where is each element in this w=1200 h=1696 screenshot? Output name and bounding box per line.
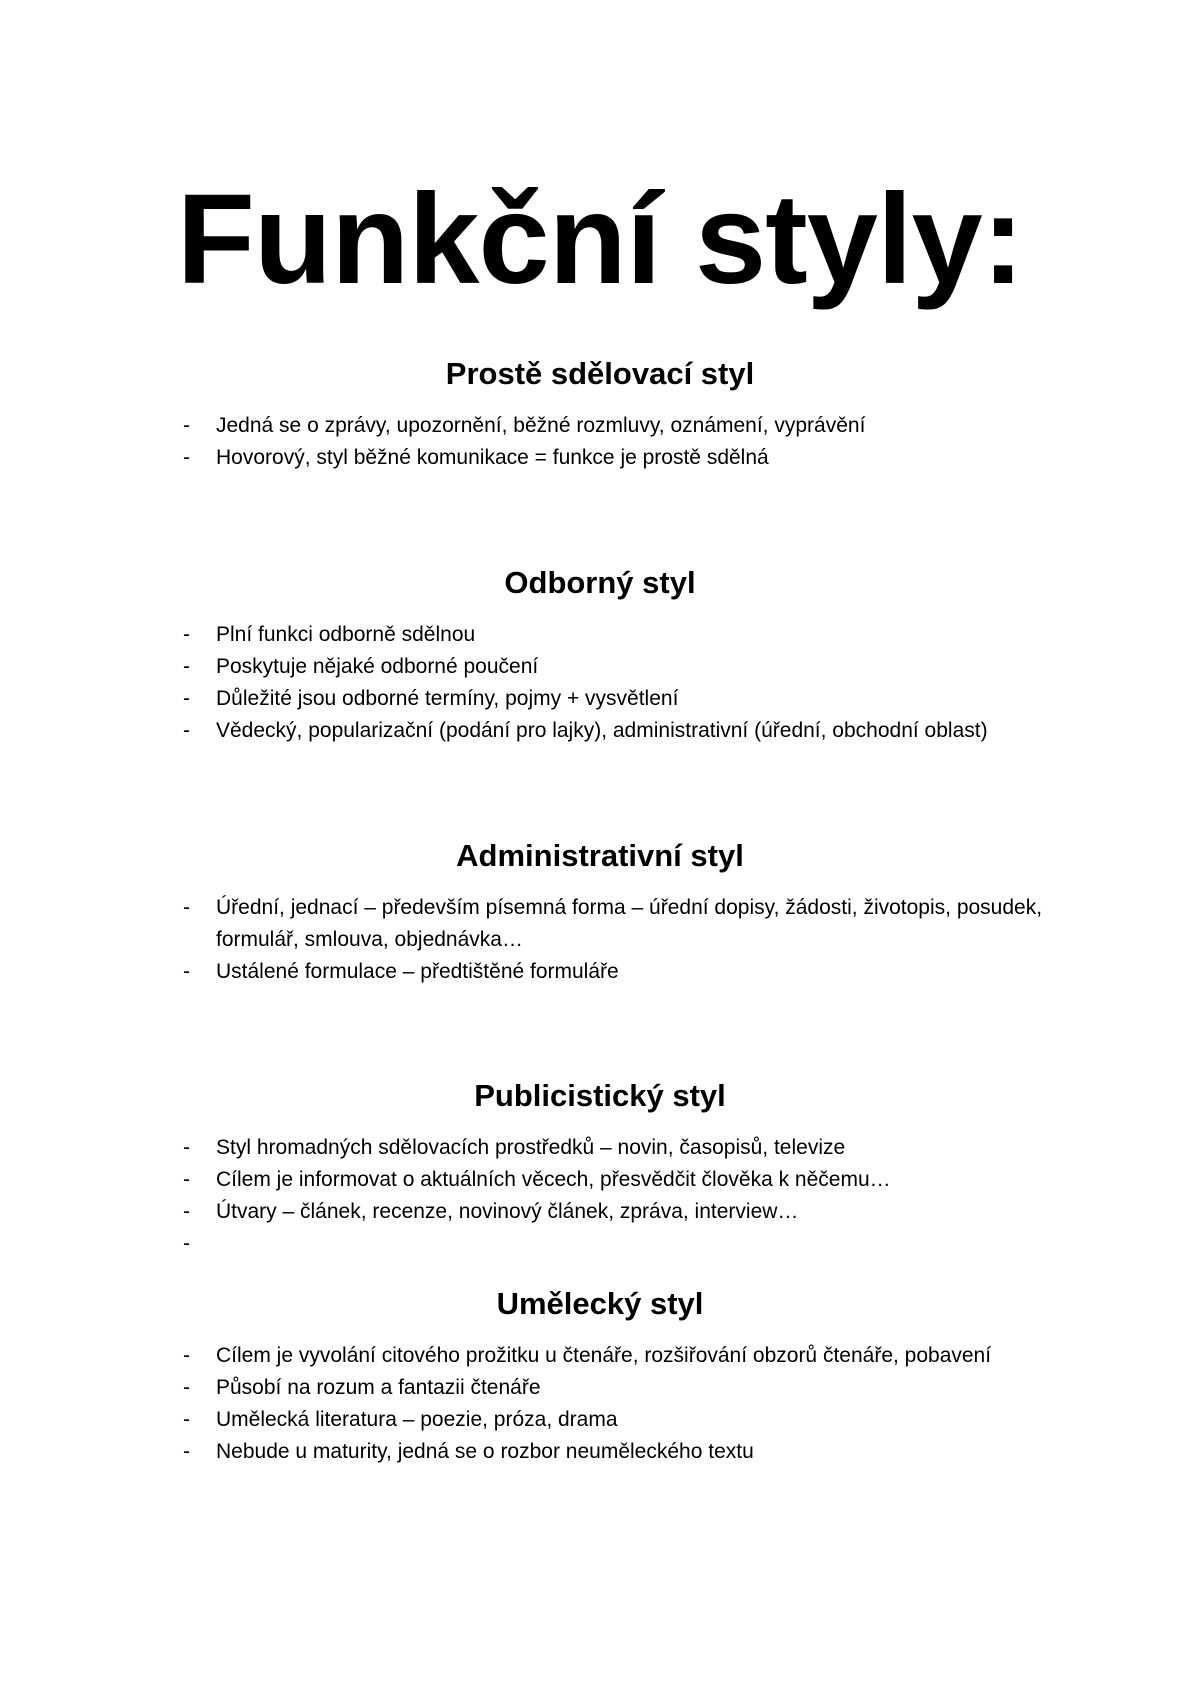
bullet-list <box>0 892 1200 988</box>
bullet-dash: - <box>183 1344 190 1367</box>
list-item: - Útvary – článek, recenze, novinový článek, zpráva, interview… <box>0 1196 1200 1228</box>
list-item: - Vědecký, popularizační (podání pro lajky), administrativní (úřední, obchodní oblast) <box>0 715 1200 747</box>
bullet-dash: - <box>183 414 190 437</box>
bullet-list <box>0 1132 1200 1260</box>
section-heading: Administrativní styl <box>456 838 744 873</box>
bullet-dash: - <box>183 1408 190 1431</box>
bullet-dash: - <box>183 1200 190 1223</box>
bullet-dash: - <box>183 960 190 983</box>
bullet-dash: - <box>183 1376 190 1399</box>
list-item: - Ustálené formulace – předtištěné formuláře <box>0 956 1200 988</box>
bullet-dash: - <box>183 1232 190 1255</box>
list-item: - Plní funkci odborně sdělnou <box>0 619 1200 651</box>
document-title: Funkční styly: <box>176 168 1024 311</box>
section-administrativni <box>0 836 1200 988</box>
section-heading: Odborný styl <box>504 565 696 600</box>
section-proste-sdelovaci <box>0 354 1200 474</box>
list-item: - Poskytuje nějaké odborné poučení <box>0 651 1200 683</box>
bullet-list <box>0 619 1200 747</box>
list-item <box>0 1228 1200 1260</box>
list-item: - Cílem je informovat o aktuálních věcech, přesvědčit člověka k něčemu… <box>0 1164 1200 1196</box>
bullet-dash: - <box>183 1168 190 1191</box>
bullet-dash: - <box>183 446 190 469</box>
list-item: - Cílem je vyvolání citového prožitku u čtenáře, rozšiřování obzorů čtenáře, pobavení <box>0 1340 1200 1372</box>
section-umelecky <box>0 1284 1200 1468</box>
section-publicisticky <box>0 1076 1200 1260</box>
list-item: - Působí na rozum a fantazii čtenáře <box>0 1372 1200 1404</box>
list-item: - Nebude u maturity, jedná se o rozbor neuměleckého textu <box>0 1436 1200 1468</box>
bullet-dash: - <box>183 623 190 646</box>
list-item: - Umělecká literatura – poezie, próza, drama <box>0 1404 1200 1436</box>
bullet-dash: - <box>183 896 190 919</box>
list-item: - Úřední, jednací – především písemná forma – úřední dopisy, žádosti, životopis, posudek, formulář, smlouva, objednávka… <box>0 892 1200 956</box>
list-item: - Důležité jsou odborné termíny, pojmy + vysvětlení <box>0 683 1200 715</box>
list-item: - Styl hromadných sdělovacích prostředků – novin, časopisů, televize <box>0 1132 1200 1164</box>
bullet-dash: - <box>183 719 190 742</box>
section-odborny <box>0 563 1200 747</box>
section-heading: Prostě sdělovací styl <box>445 356 755 391</box>
bullet-dash: - <box>183 1136 190 1159</box>
list-item: - Jedná se o zprávy, upozornění, běžné rozmluvy, oznámení, vyprávění <box>0 410 1200 442</box>
section-heading: Umělecký styl <box>496 1286 704 1321</box>
bullet-dash: - <box>183 655 190 678</box>
bullet-list <box>0 1340 1200 1468</box>
section-heading: Publicistický styl <box>474 1078 726 1113</box>
list-item: - Hovorový, styl běžné komunikace = funkce je prostě sdělná <box>0 442 1200 474</box>
bullet-dash: - <box>183 687 190 710</box>
bullet-list <box>0 410 1200 474</box>
bullet-dash: - <box>183 1440 190 1463</box>
